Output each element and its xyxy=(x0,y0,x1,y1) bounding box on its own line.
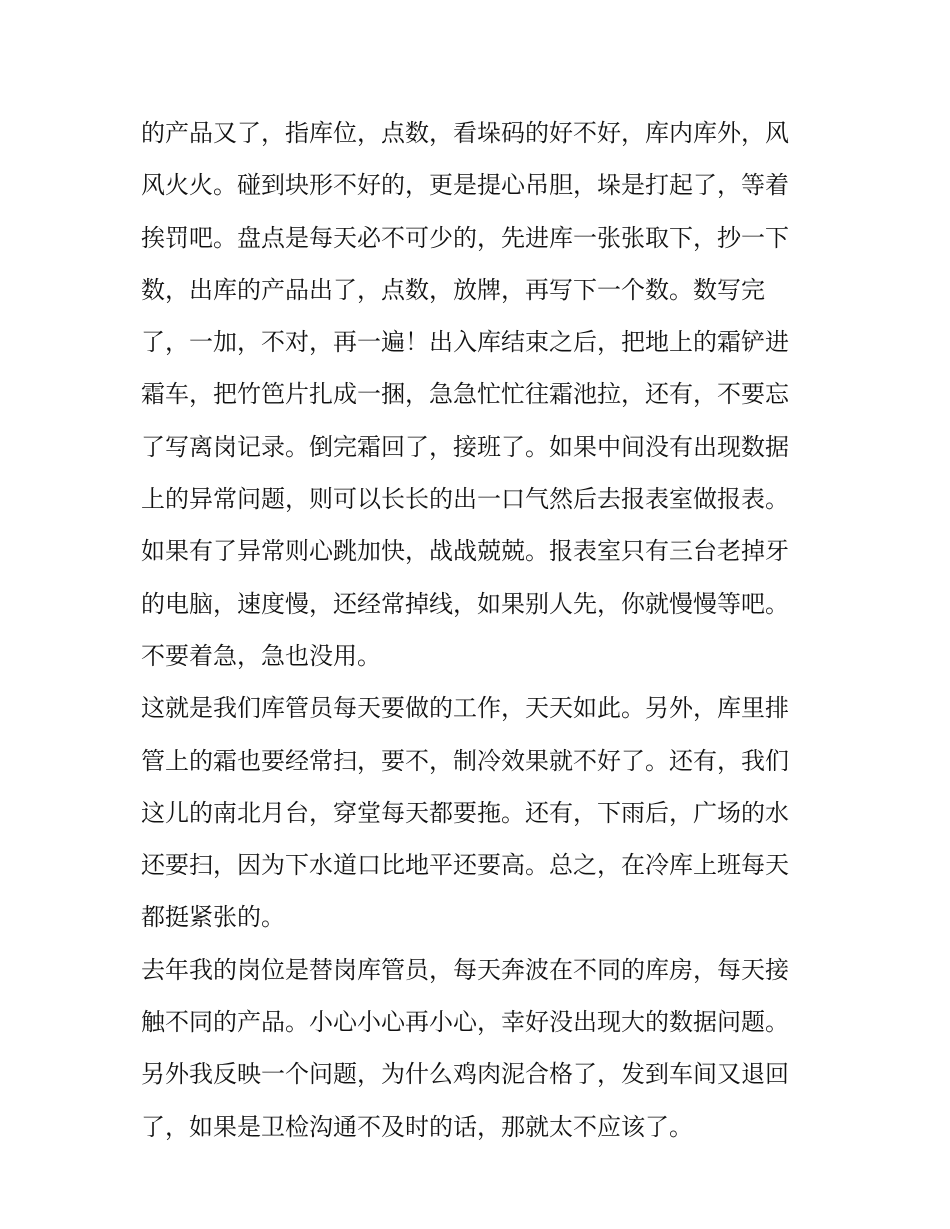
text-line: 了写离岗记录。倒完霜回了，接班了。如果中间没有出现数据 xyxy=(141,432,789,461)
text-line: 还要扫，因为下水道口比地平还要高。总之，在冷库上班每天 xyxy=(141,851,789,880)
text-line: 这就是我们库管员每天要做的工作，天天如此。另外，库里排 xyxy=(141,694,789,723)
text-line: 不要着急，急也没用。 xyxy=(141,641,381,670)
text-line: 风火火。碰到块形不好的，更是提心吊胆，垛是打起了，等着 xyxy=(141,171,789,200)
text-line: 了，一加，不对，再一遍！出入库结束之后，把地上的霜铲进 xyxy=(141,328,789,357)
text-line: 这儿的南北月台，穿堂每天都要拖。还有，下雨后，广场的水 xyxy=(141,798,789,827)
text-line: 的产品又了，指库位，点数，看垛码的好不好，库内库外，风 xyxy=(141,119,789,147)
text-line: 挨罚吧。盘点是每天必不可少的，先进库一张张取下，抄一下 xyxy=(141,223,789,252)
text-line: 触不同的产品。小心小心再小心，幸好没出现大的数据问题。 xyxy=(141,1008,789,1037)
body-text xyxy=(141,107,821,1153)
text-line: 上的异常问题，则可以长长的出一口气然后去报表室做报表。 xyxy=(141,485,789,514)
text-line: 的电脑，速度慢，还经常掉线，如果别人先，你就慢慢等吧。 xyxy=(141,589,789,618)
text-line: 数，出库的产品出了，点数，放牌，再写下一个数。数写完 xyxy=(141,275,765,304)
text-line: 如果有了异常则心跳加快，战战兢兢。报表室只有三台老掉牙 xyxy=(141,537,789,566)
text-line: 去年我的岗位是替岗库管员，每天奔波在不同的库房，每天接 xyxy=(141,955,789,984)
text-line: 了，如果是卫检沟通不及时的话，那就太不应该了。 xyxy=(141,1112,693,1141)
text-line: 另外我反映一个问题，为什么鸡肉泥合格了，发到车间又退回 xyxy=(141,1060,789,1089)
text-line: 都挺紧张的。 xyxy=(141,903,285,932)
text-line: 管上的霜也要经常扫，要不，制冷效果就不好了。还有，我们 xyxy=(141,746,789,775)
text-line: 霜车，把竹笆片扎成一捆，急急忙忙往霜池拉，还有，不要忘 xyxy=(141,380,789,409)
